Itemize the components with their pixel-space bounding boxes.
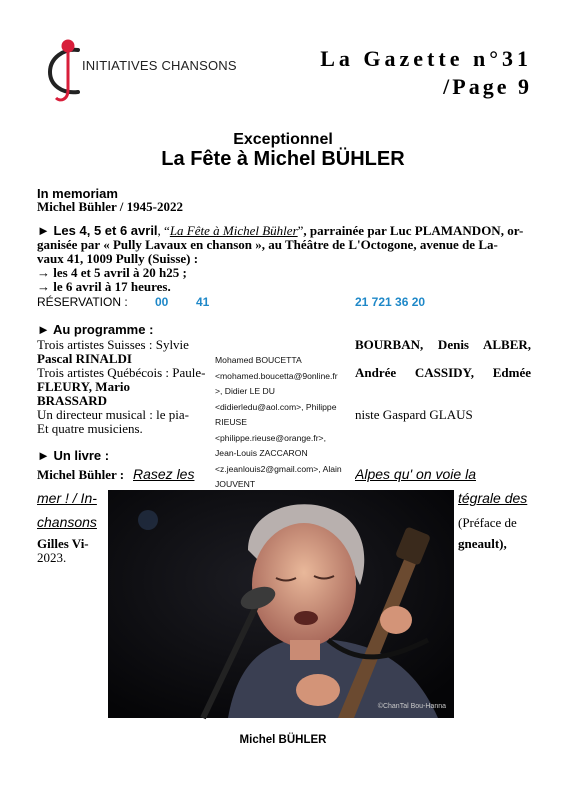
livre-book-title-4: tégrale des: [458, 490, 528, 506]
photo-watermark: ©ChanTal Bou-Hanna: [377, 703, 446, 710]
phone-part-1: 00: [155, 295, 169, 309]
prog-line-3-left: Trois artistes Québécois : Paule-: [37, 365, 206, 380]
gazette-title: La Gazette n°31: [320, 46, 532, 71]
contact-line: <didierledu@aol.com>, Philippe: [215, 401, 337, 412]
prog-line-1-right: BOURBAN, Denis ALBER,: [355, 337, 531, 352]
prog-line-1-left: Trois artistes Suisses : Sylvie: [37, 337, 189, 352]
schedule-1: → les 4 et 5 avril à 20 h25 ;: [37, 265, 187, 280]
photo-caption: Michel BÜHLER: [239, 734, 327, 746]
reservation-label: RÉSERVATION :: [37, 295, 128, 309]
contact-line: >, Didier LE DU: [215, 386, 275, 396]
contact-line: JOUVENT: [215, 479, 256, 489]
initiatives-chansons-logo: [42, 38, 212, 108]
page-number: /Page 9: [443, 74, 532, 99]
prog-line-3-right: Andrée CASSIDY, Edmée: [355, 365, 531, 380]
livre-year: 2023.: [37, 550, 67, 565]
singer-with-guitar-image: [108, 490, 454, 718]
memoriam-title: In memoriam: [37, 186, 118, 201]
livre-gilles: Gilles Vi-: [37, 536, 89, 551]
prog-line-4: FLEURY, Mario: [37, 379, 130, 394]
livre-author: Michel Bühler :: [37, 467, 125, 482]
intro-rest: , parrainée par Luc PLAMANDON, or-: [303, 223, 524, 238]
contact-line: Jean-Louis ZACCARON: [215, 448, 308, 458]
livre-book-title-3: mer ! / In-: [37, 490, 97, 506]
contact-line: <z.jeanlouis2@gmail.com>, Alain: [215, 463, 342, 474]
phone-part-2: 41: [196, 295, 210, 309]
prog-line-6-left: Un directeur musical : le pia-: [37, 407, 189, 422]
prog-line-7: Et quatre musiciens.: [37, 421, 143, 436]
livre-gneault: gneault),: [458, 536, 507, 551]
memoriam-dates: Michel Bühler / 1945-2022: [37, 199, 184, 214]
dates-label: ► Les 4, 5 et 6 avril: [37, 223, 158, 238]
livre-title: ► Un livre :: [37, 448, 110, 463]
contact-line: RIEUSE: [215, 417, 247, 427]
michel-buhler-photo: [108, 490, 454, 718]
schedule-2: → le 6 avril à 17 heures.: [37, 279, 171, 294]
event-title: La Fête à Michel Bühler: [169, 223, 298, 238]
contacts-overlay: [215, 353, 355, 491]
contact-line: <mohamed.boucetta@9online.fr: [215, 370, 338, 381]
livre-book-title-5: chansons: [37, 514, 97, 530]
programme-title: ► Au programme :: [37, 322, 154, 337]
phone-part-3: 21 721 36 20: [355, 295, 426, 309]
microphone-logo-icon: [42, 38, 212, 108]
logo-wordmark: INITIATIVES CHANSONS: [82, 58, 237, 73]
intro-line-3: vaux 41, 1009 Pully (Suisse) :: [37, 251, 199, 266]
prog-line-5: BRASSARD: [37, 393, 108, 408]
contact-line: Mohamed BOUCETTA: [215, 355, 302, 365]
article-kicker: Exceptionnel: [233, 131, 333, 148]
article-headline: La Fête à Michel BÜHLER: [161, 148, 405, 170]
prog-line-2: Pascal RINALDI: [37, 351, 132, 366]
livre-book-title-1: Rasez les: [133, 466, 195, 482]
prog-line-6-right: niste Gaspard GLAUS: [355, 407, 473, 422]
livre-preface: (Préface de: [458, 515, 517, 530]
contact-line: <philippe.rieuse@orange.fr>,: [215, 432, 326, 443]
livre-book-title-2: Alpes qu' on voie la: [355, 466, 476, 482]
intro-line-2: ganisée par « Pully Lavaux en chanson », au Théâtre de L'Octogone, avenue de La-: [37, 237, 498, 252]
intro-line-1: ► Les 4, 5 et 6 avril, “La Fête à Michel Bühler”, parrainée par Luc PLAMANDON, or-: [37, 223, 524, 238]
